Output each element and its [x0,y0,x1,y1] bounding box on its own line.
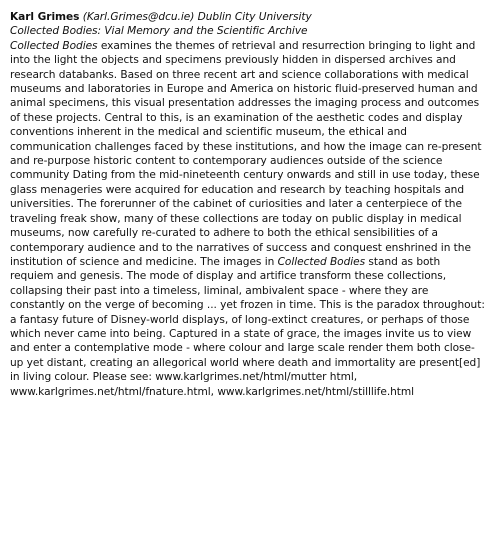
title-reference: Collected Bodies [10,39,98,52]
author-name: Karl Grimes [10,11,80,23]
title-reference: Collected Bodies [277,255,366,268]
abstract-page [10,10,486,399]
link-stilllife[interactable]: www.karlgrimes.net/html/stilllife.html [217,385,415,398]
link-mutter[interactable]: www.karlgrimes.net/html/mutter html [155,371,354,384]
abstract-text-part-1: examines the themes of retrieval and resurrection bringing to light and into the light the objects and specimens previously hidden in dispersed archives and research databanks. Based on three recent art and science collaborations with medical museums and laboratories in Europe and America on historic fluid-preserved human and animal specimens, this visual presentation addresses the imaging process and outcomes of these projects. Central to this, is an examination of the aesthetic codes and display conventions inherent in the medical and scientific museum, the ethical and communication challenges faced by these institutions, and how the image can re-present and re-purpose historic content to contemporary audiences outside of the science community Dating from the mid-nineteenth century onwards and still in use today, these glass menageries were acquired for education and research by teaching hospitals and universities. The forerunner of the cabinet of curiosities and later a centerpiece of the traveling freak show, many of these collections are today on public display in medical museums, now carefully re-curated to adhere to both the ethical sensibilities of a contemporary audience and to the narratives of success and conquest enshrined in the institution of science and medicine. The images in [10,39,482,268]
paper-title: Collected Bodies: Vial Memory and the Scientific Archive [10,25,308,38]
separator: , [210,385,218,398]
author-affiliation: Dublin City University [197,11,312,23]
abstract-body [10,39,486,399]
author-line [10,10,486,24]
link-fnature[interactable]: www.karlgrimes.net/html/fnature.html [10,385,211,398]
abstract-text-part-2: stand as both requiem and genesis. The mode of display and artifice transform these collections, collapsing their past into a timeless, liminal, ambivalent space - where they are constantly on the verge of becoming ... yet frozen in time. This is the paradox throughout: a fantasy future of Disney-world displays, of long-extinct creatures, or perhaps of those which never came into being. Captured in a state of grace, the images invite us to view and enter a contemplative mode - where colour and large scale render them both close-up yet distant, creating an allegorical world where death and immortality are present[ed] in living colour. Please see: [10,255,485,384]
separator: , [353,371,358,384]
author-email: (Karl.Grimes@dcu.ie) [82,11,195,23]
